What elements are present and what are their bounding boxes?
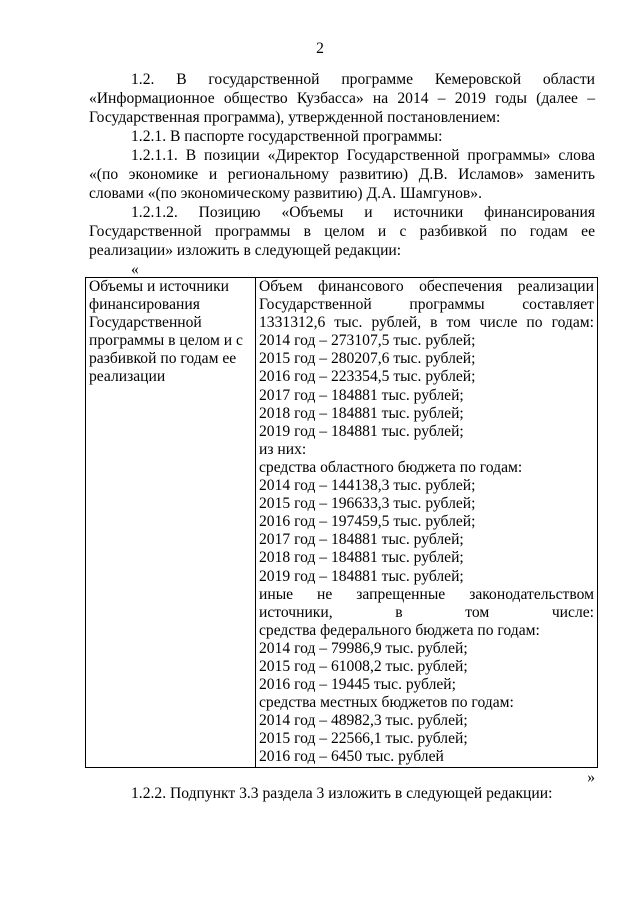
funding-line: 2014 год – 273107,5 тыс. рублей; [259,332,476,350]
funding-line: 2019 год – 184881 тыс. рублей; [259,567,464,585]
paragraph-1-2-2: 1.2.2. Подпункт 3.3 раздела 3 изложить в следующей редакции: [131,784,553,802]
funding-line: 2014 год – 48982,3 тыс. рублей; [259,712,468,730]
funding-line: 2016 год – 19445 тыс. рублей; [259,676,456,694]
paragraph-1-2-1-1: 1.2.1.1. В позиции «Директор Государственной программы» слова «(по экономике и региональному развитию) Д.В. Исламов» заменить словами «(по экономическому развитию) Д.А. Шамгунов». [89,147,595,202]
funding-line: 2016 год – 6450 тыс. рублей [259,748,444,766]
funding-line: 2018 год – 184881 тыс. рублей; [259,549,464,567]
funding-line: 2018 год – 184881 тыс. рублей; [259,404,464,422]
paragraph-1-2-1: 1.2.1. В паспорте государственной программы: [131,128,443,145]
closing-quote-mark: » [587,768,595,786]
funding-line: из них: [259,440,307,458]
funding-line: 2015 год – 22566,1 тыс. рублей; [259,730,468,748]
funding-line: 2019 год – 184881 тыс. рублей; [259,422,464,440]
funding-line: 2014 год – 79986,9 тыс. рублей; [259,639,468,657]
funding-line: 2015 год – 196633,3 тыс. рублей; [259,495,476,513]
funding-table-position-cell [86,278,256,768]
funding-line: средства областного бюджета по годам: [259,458,523,476]
funding-table-value-cell [256,278,598,768]
funding-line: 2014 год – 144138,3 тыс. рублей; [259,477,476,495]
paragraph-1-2: 1.2. В государственной программе Кемеровской области «Информационное общество Кузбасса» на 2014 – 2019 годы (далее – Государственная программа), утвержденной постановлением: [89,71,595,126]
paragraph-1-2-1-2: 1.2.1.2. Позицию «Объемы и источники финансирования Государственной программы в целом и с разбивкой по годам ее реализации» изложить в следующей редакции: [89,204,595,259]
funding-line: 2016 год – 197459,5 тыс. рублей; [259,513,476,531]
funding-line: средства местных бюджетов по годам: [259,694,514,712]
funding-total-text: Объем финансового обеспечения реализации Государственной программы составляет 1331312,6 тыс. рублей, в том числе по годам: [259,278,594,332]
funding-table-row [86,278,598,768]
document-body [89,70,595,803]
funding-line: средства федерального бюджета по годам: [259,621,540,639]
opening-quote-mark: « [131,261,139,278]
position-label: Объемы и источники финансирования Государственной программы в целом и с разбивкой по годам ее реализации [89,278,243,386]
funding-line: 2015 год – 61008,2 тыс. рублей; [259,657,468,675]
funding-line: 2015 год – 280207,6 тыс. рублей; [259,350,476,368]
page-number: 2 [316,40,324,57]
funding-line: 2016 год – 223354,5 тыс. рублей; [259,368,476,386]
funding-other-sources-text: иные не запрещенные законодательством источники, в том числе: [259,585,594,621]
funding-table [85,277,598,768]
funding-line: 2017 год – 184881 тыс. рублей; [259,531,464,549]
funding-line: 2017 год – 184881 тыс. рублей; [259,386,464,404]
